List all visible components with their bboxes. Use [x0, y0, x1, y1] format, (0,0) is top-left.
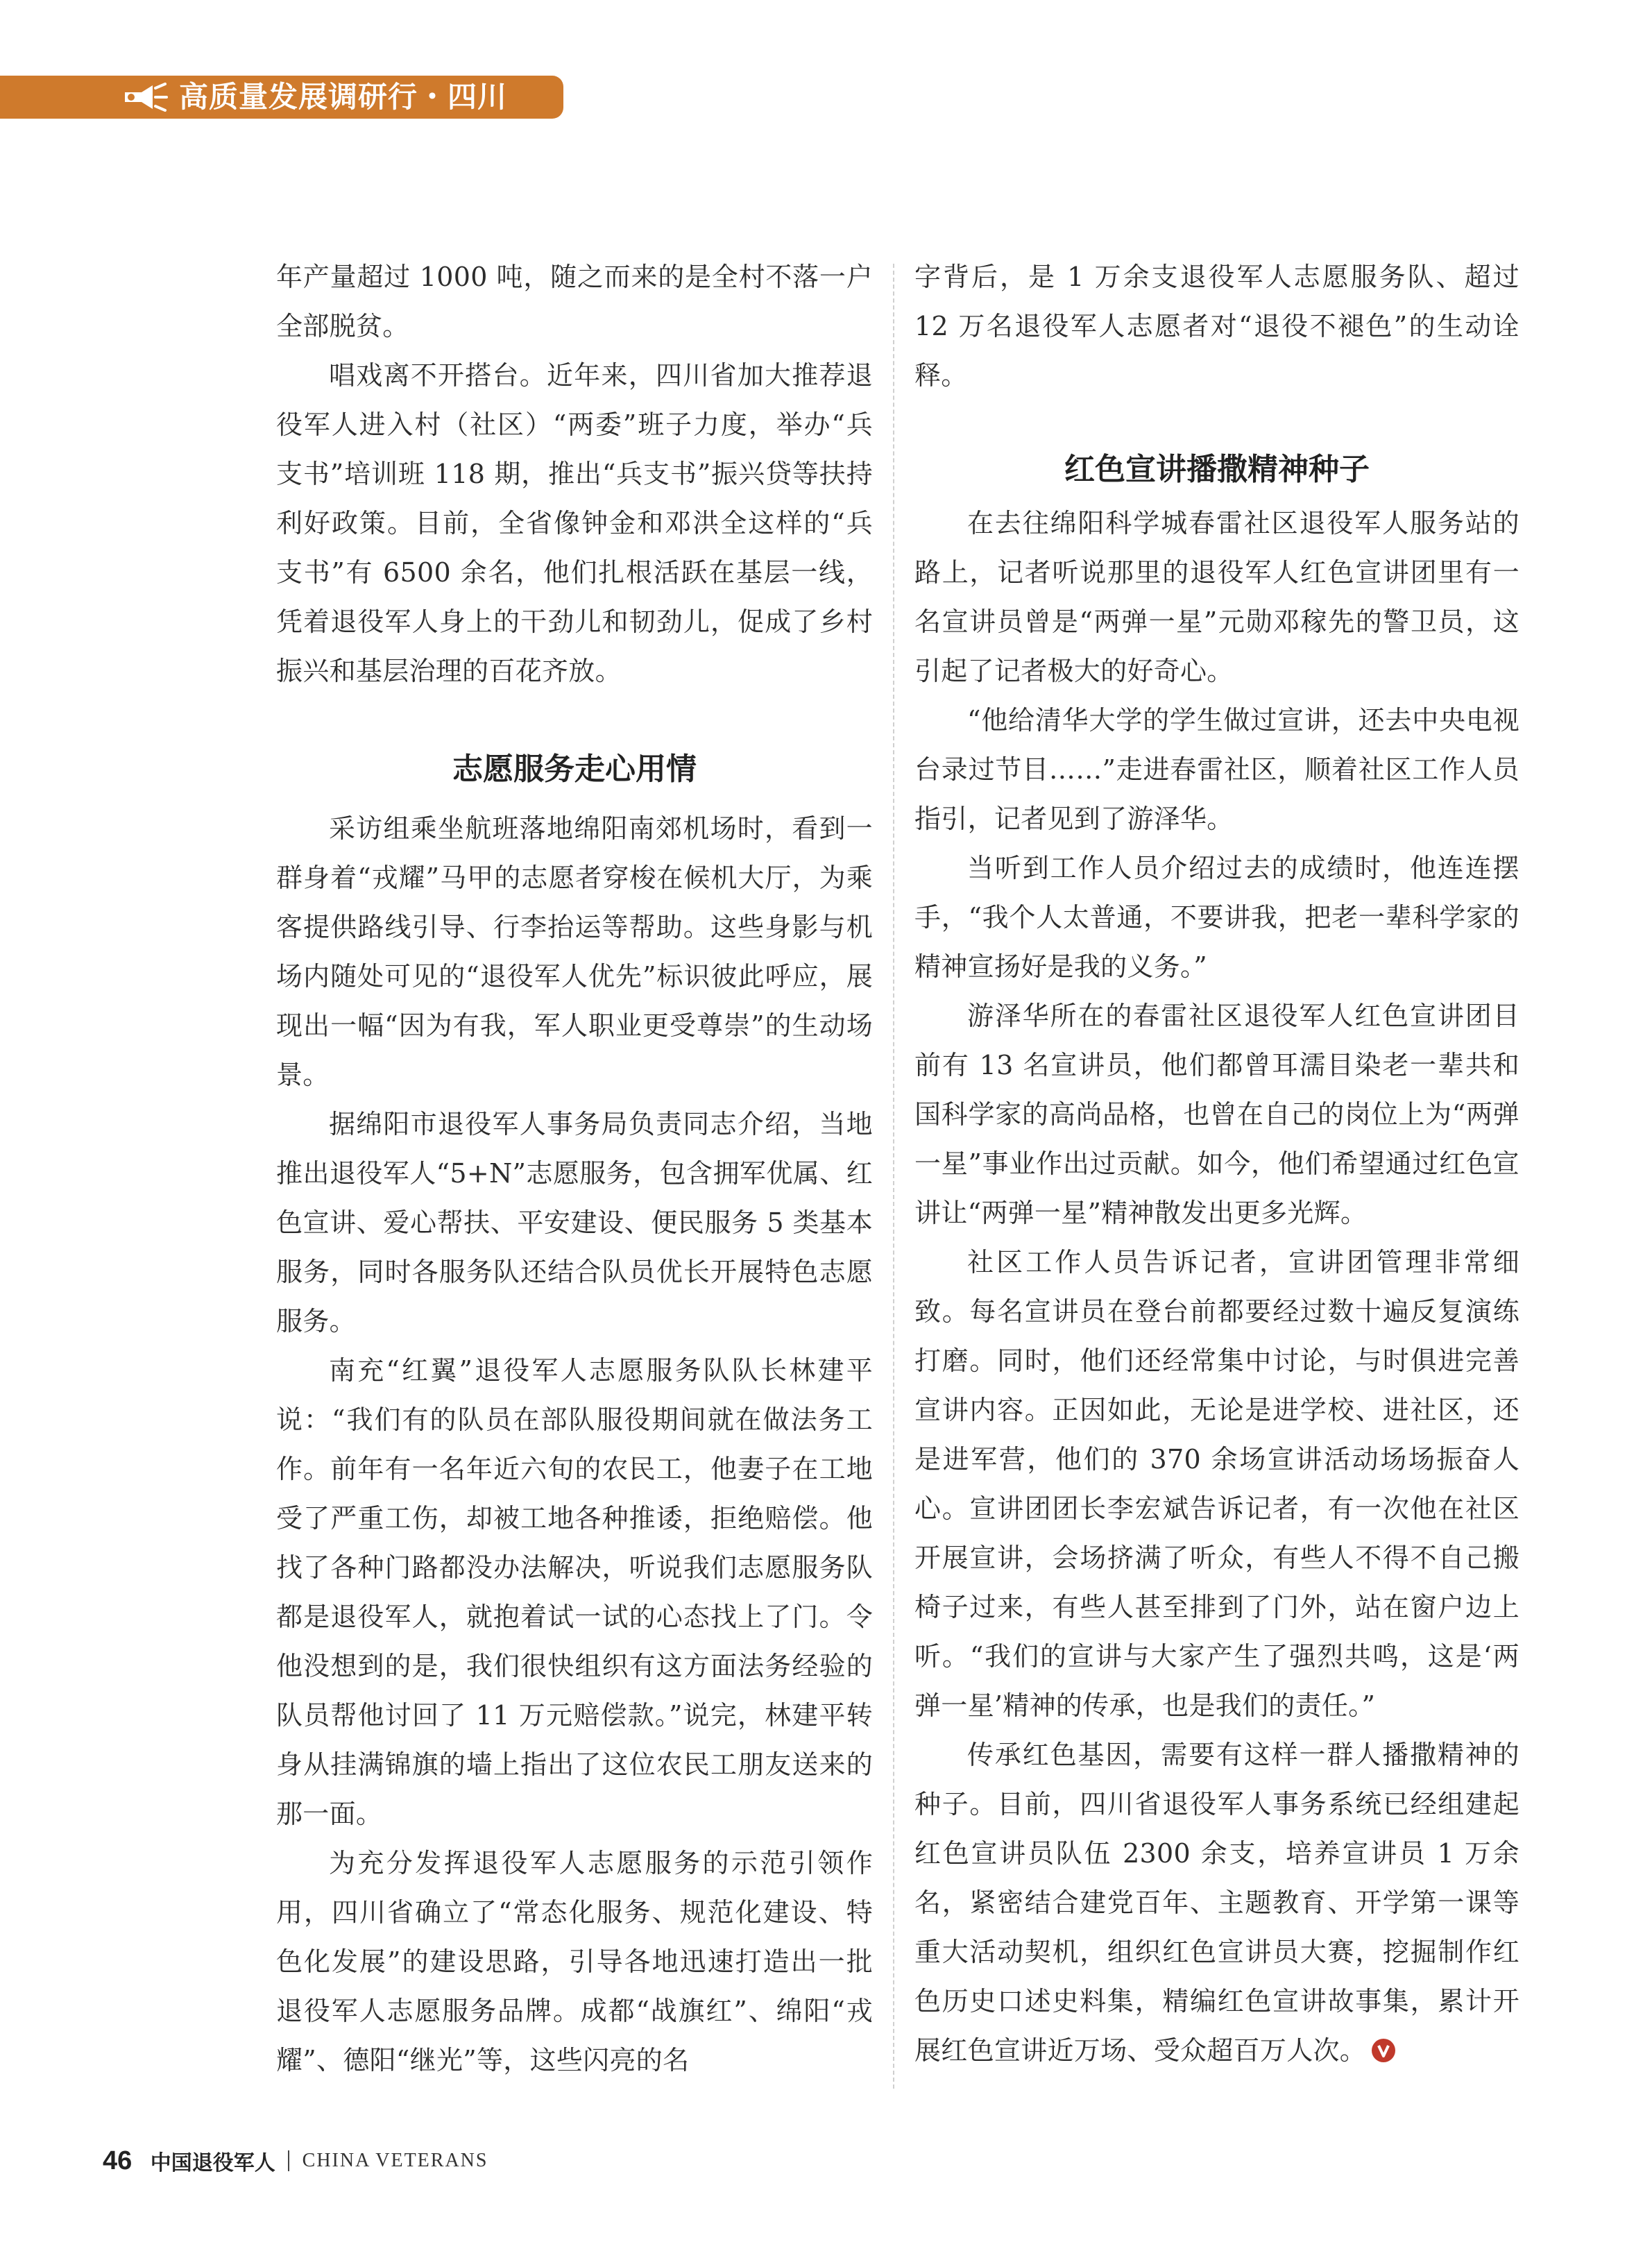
left-column: [276, 253, 873, 2085]
column-divider: [893, 264, 894, 2089]
section-header-title: 高质量发展调研行・四川: [179, 80, 508, 114]
page-number: 46: [103, 2146, 133, 2175]
paragraph: 南充“红翼”退役军人志愿服务队队长林建平说：“我们有的队员在部队服役期间就在做法务工作。前年有一名年近六旬的农民工，他妻子在工地受了严重工伤，却被工地各种推诿，拒绝赔偿。他找了各种门路都没办法解决，听说我们志愿服务队都是退役军人，就抱着试一试的心态找上了门。令他没想到的是，我们很快组织有这方面法务经验的队员帮他讨回了 11 万元赔偿款。”说完，林建平转身从挂满锦旗的墙上指出了这位农民工朋友送来的那一面。: [276, 1355, 873, 1829]
bugle-icon: [122, 83, 168, 112]
paragraph: 唱戏离不开搭台。近年来，四川省加大推荐退役军人进入村（社区）“两委”班子力度，举办“兵支书”培训班 118 期，推出“兵支书”振兴贷等扶持利好政策。目前，全省像钟金和邓洪全这样的“兵支书”有 6500 余名，他们扎根活跃在基层一线，凭着退役军人身上的干劲儿和韧劲儿，促成了乡村振兴和基层治理的百花齐放。: [276, 360, 873, 686]
section-header-band: [0, 76, 563, 119]
footer-separator: [288, 2150, 289, 2171]
right-column: [914, 253, 1519, 2075]
paragraph: 社区工作人员告诉记者，宣讲团管理非常细致。每名宣讲员在登台前都要经过数十遍反复演练打磨。同时，他们还经常集中讨论，与时俱进完善宣讲内容。正因如此，无论是进学校、进社区，还是进军营，他们的 370 余场宣讲活动场场振奋人心。宣讲团团长李宏斌告诉记者，有一次他在社区开展宣讲，会场挤满了听众，有些人不得不自己搬椅子过来，有些人甚至排到了门外，站在窗户边上听。“我们的宣讲与大家产生了强烈共鸣，这是‘两弹一星’精神的传承，也是我们的责任。”: [914, 1247, 1519, 1721]
paragraph: 游泽华所在的春雷社区退役军人红色宣讲团目前有 13 名宣讲员，他们都曾耳濡目染老一辈共和国科学家的高尚品格，也曾在自己的岗位上为“两弹一星”事业作出过贡献。如今，他们希望通过红色宣讲让“两弹一星”精神散发出更多光辉。: [914, 1001, 1519, 1228]
section-heading: 红色宣讲播撒精神种子: [1064, 452, 1370, 487]
paragraph: 采访组乘坐航班落地绵阳南郊机场时，看到一群身着“戎耀”马甲的志愿者穿梭在候机大厅，为乘客提供路线引导、行李抬运等帮助。这些身影与机场内随处可见的“退役军人优先”标识彼此呼应，展现出一幅“因为有我，军人职业更受尊崇”的生动场景。: [276, 813, 873, 1090]
paragraph: 在去往绵阳科学城春雷社区退役军人服务站的路上，记者听说那里的退役军人红色宣讲团里有一名宣讲员曾是“两弹一星”元勋邓稼先的警卫员，这引起了记者极大的好奇心。: [914, 508, 1519, 686]
magazine-name: 中国退役军人: [150, 2152, 275, 2175]
page-footer: [103, 2146, 488, 2184]
paragraph: 为充分发挥退役军人志愿服务的示范引领作用，四川省确立了“常态化服务、规范化建设、特色化发展”的建设思路，引导各地迅速打造出一批退役军人志愿服务品牌。成都“战旗红”、绵阳“戎耀”、德阳“继光”等，这些闪亮的名: [276, 1848, 873, 2075]
paragraph: 当听到工作人员介绍过去的成绩时，他连连摆手，“我个人太普通，不要讲我，把老一辈科学家的精神宣扬好是我的义务。”: [914, 853, 1519, 982]
paragraph: 字背后，是 1 万余支退役军人志愿服务队、超过 12 万名退役军人志愿者对“退役不褪色”的生动诠释。: [914, 262, 1519, 391]
paragraph: 据绵阳市退役军人事务局负责同志介绍，当地推出退役军人“5+N”志愿服务，包含拥军优属、红色宣讲、爱心帮扶、平安建设、便民服务 5 类基本服务，同时各服务队还结合队员优长开展特色志愿服务。: [276, 1109, 873, 1336]
paragraph-text: 传承红色基因，需要有这样一群人播撒精神的种子。目前，四川省退役军人事务系统已经组建起红色宣讲员队伍 2300 余支，培养宣讲员 1 万余名，紧密结合建党百年、主题教育、开学第一课等重大活动契机，组织红色宣讲员大赛，挖掘制作红色历史口述史料集，精编红色宣讲故事集，累计开展红色宣讲近万场、受众超百万人次。: [914, 1740, 1519, 2066]
magazine-name-en: CHINA VETERANS: [302, 2150, 488, 2171]
section-heading: 志愿服务走心用情: [452, 751, 697, 787]
paragraph: “他给清华大学的学生做过宣讲，还去中央电视台录过节目……”走进春雷社区，顺着社区工作人员指引，记者见到了游泽华。: [914, 705, 1519, 834]
paragraph-last: [914, 1731, 1519, 2075]
paragraph: 年产量超过 1000 吨，随之而来的是全村不落一户全部脱贫。: [276, 262, 873, 341]
article-end-icon: [1372, 2039, 1395, 2062]
